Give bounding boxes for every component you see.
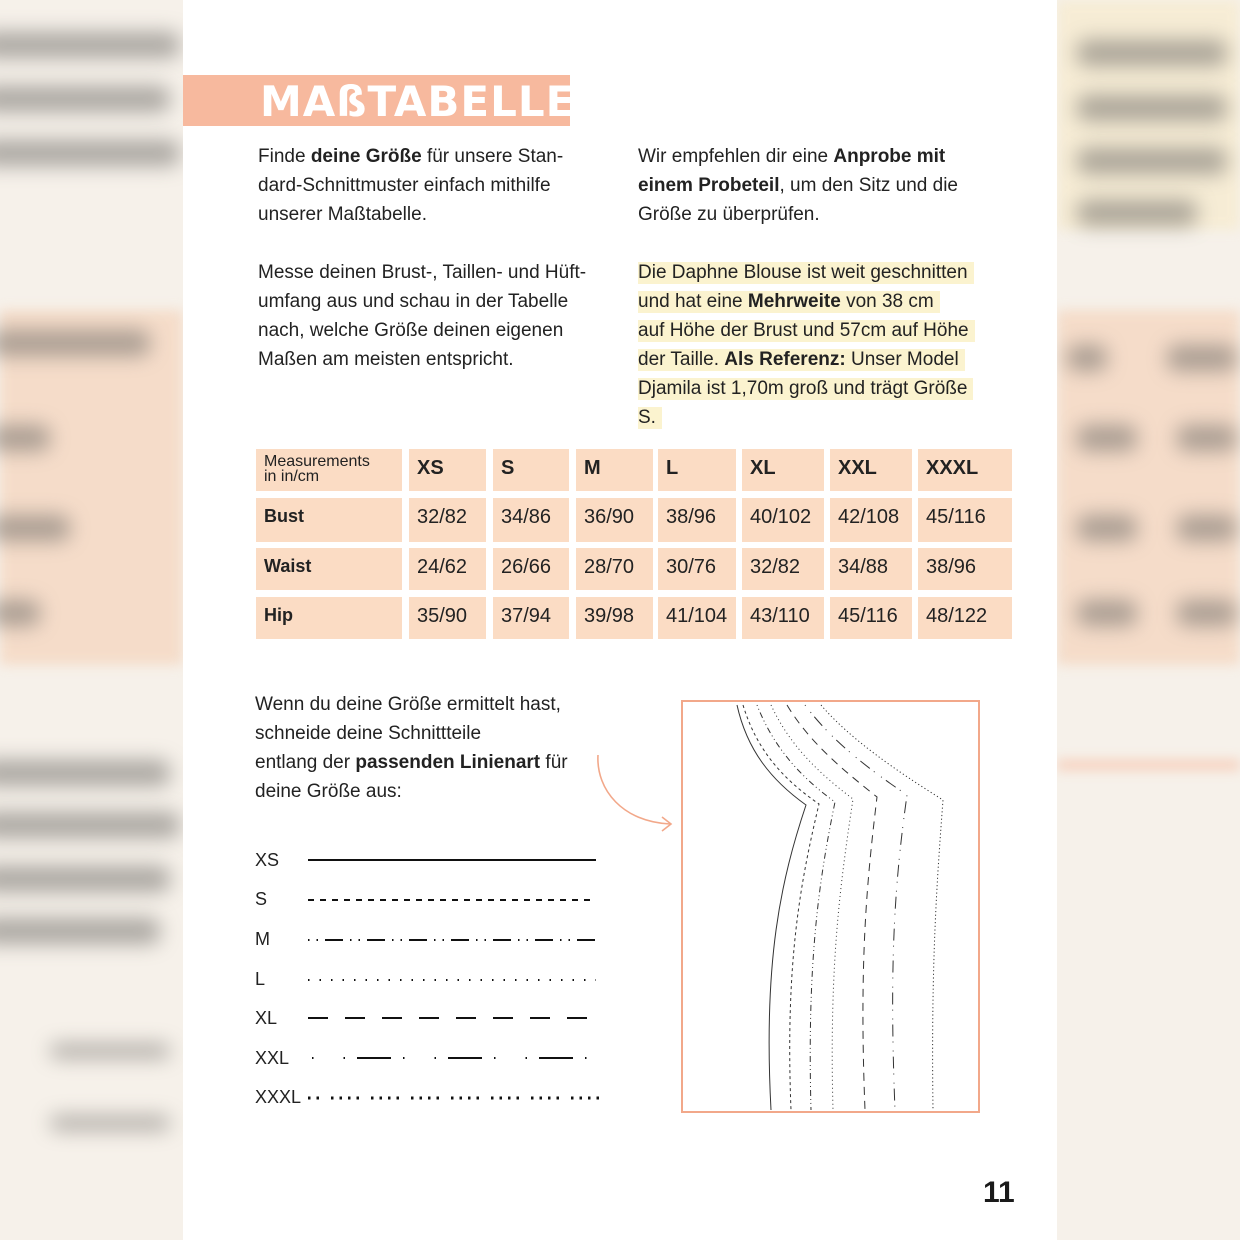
text-bold: Als Referenz: [724,349,846,370]
text-span: für [540,752,568,773]
table-cell: 42/108 [830,498,912,542]
table-cell: 28/70 [576,548,653,590]
blurred-text [1077,200,1197,226]
legend-label-xs: XS [255,850,280,870]
text-span: unserer Maßtabelle. [258,204,427,225]
blurred-text [1177,425,1237,451]
blurred-text [0,918,160,944]
line-type-legend [308,850,608,1110]
legend-label-l: L [255,969,266,989]
row-label-bust: Bust [256,498,402,542]
blurred-text [0,600,40,626]
text-span: Finde [258,146,311,167]
table-cell: 32/82 [409,498,486,542]
text-span: Messe deinen Brust-, Taillen- und Hüft- [258,262,587,283]
blurred-text [0,32,180,58]
intro-right-p2 [638,258,975,432]
text-span: entlang der [255,752,356,773]
pattern-piece-diagram [681,700,981,1114]
text-span: von 38 cm [840,291,934,312]
blurred-text [50,1044,170,1058]
table-cell: 45/116 [830,597,912,639]
table-cell: 34/88 [830,548,912,590]
blurred-text [1077,148,1227,174]
highlight-line [638,320,975,342]
blurred-text [1077,425,1137,451]
intro-left-p1 [258,142,563,229]
text-span: Wenn du deine Größe ermittelt hast, [255,694,561,715]
curved-arrow-icon [588,750,683,835]
text-span: nach, welche Größe deinen eigenen [258,320,564,341]
table-cell: 36/90 [576,498,653,542]
table-cell: 45/116 [918,498,1012,542]
table-cell: 24/62 [409,548,486,590]
text-span: in in/cm [264,468,320,485]
blurred-text [0,515,70,541]
text-span: dard-Schnittmuster einfach mithilfe [258,175,551,196]
table-cell: 43/110 [742,597,824,639]
text-span: der Taille. [638,349,725,370]
text-span: Djamila ist 1,70m groß und trägt Größe [638,378,968,399]
blurred-text [1077,95,1227,121]
blurred-text [0,140,180,166]
text-span: , um den Sitz und die [779,175,958,196]
blurred-text [1067,345,1107,371]
text-span: Die Daphne Blouse ist weit geschnitten [638,262,968,283]
text-span: Unser Model [845,349,959,370]
size-header-xs: XS [409,449,486,491]
size-header-xl: XL [742,449,824,491]
text-span: schneide deine Schnittteile [255,723,482,744]
blurred-text [1077,600,1137,626]
text-bold: Anprobe mit [833,146,946,167]
blurred-text [50,1116,170,1130]
intro-left-p2 [258,258,586,374]
highlight-line [638,291,940,313]
page-number: 11 [983,1176,1015,1209]
blurred-text [0,866,170,892]
table-corner [256,449,402,491]
blurred-text [1177,600,1237,626]
size-header-xxxl: XXXL [918,449,1012,491]
table-cell: 35/90 [409,597,486,639]
background-left [0,0,183,1240]
row-label-hip: Hip [256,597,402,639]
blurred-text [0,330,150,356]
text-span: auf Höhe der Brust und 57cm auf Höhe [638,320,969,341]
legend-label-xxxl: XXXL [255,1087,302,1107]
blurred-text [1167,345,1237,371]
table-cell: 38/96 [658,498,736,542]
text-span: deine Größe aus: [255,781,402,802]
text-bold: einem Probeteil [638,175,780,196]
blurred-text [0,86,170,112]
legend-label-xl: XL [255,1008,278,1028]
table-cell: 26/66 [493,548,569,590]
table-cell: 38/96 [918,548,1012,590]
table-cell: 34/86 [493,498,569,542]
blurred-line [1057,760,1240,770]
text-bold: passenden Linienart [355,752,541,773]
text-bold: deine Größe [310,146,422,167]
highlight-line [638,262,974,284]
legend-label-m: M [255,929,270,949]
table-cell: 41/104 [658,597,736,639]
size-header-l: L [658,449,736,491]
cut-instructions [255,690,568,806]
table-cell: 30/76 [658,548,736,590]
blurred-text [0,760,170,786]
table-cell: 37/94 [493,597,569,639]
text-span: und hat eine [638,291,748,312]
table-cell: 32/82 [742,548,824,590]
row-label-waist: Waist [256,548,402,590]
size-header-xxl: XXL [830,449,912,491]
text-span: Maßen am meisten entspricht. [258,349,514,370]
text-span: umfang aus und schau in der Tabelle [258,291,569,312]
blurred-text [0,812,180,838]
text-span: für unsere Stan- [421,146,564,167]
size-header-s: S [493,449,569,491]
blurred-text [1077,40,1227,66]
highlight-line [638,378,973,400]
highlight-line [638,349,965,371]
blurred-text [1077,515,1137,541]
blurred-text [1177,515,1237,541]
table-cell: 40/102 [742,498,824,542]
page-title: MAßTABELLE [260,77,576,126]
intro-right-p1 [638,142,958,229]
background-right [1057,0,1240,1240]
text-span: Wir empfehlen dir eine [638,146,834,167]
table-cell: 39/98 [576,597,653,639]
highlight-line [638,407,662,429]
page [183,0,1057,1240]
table-cell: 48/122 [918,597,1012,639]
text-span: S. [638,407,656,428]
blurred-text [0,425,50,451]
legend-label-s: S [255,889,268,909]
text-span: Measurements [264,453,370,470]
size-header-m: M [576,449,653,491]
legend-label-xxl: XXL [255,1048,290,1068]
text-bold: Mehrweite [747,291,841,312]
text-span: Größe zu überprüfen. [638,204,820,225]
